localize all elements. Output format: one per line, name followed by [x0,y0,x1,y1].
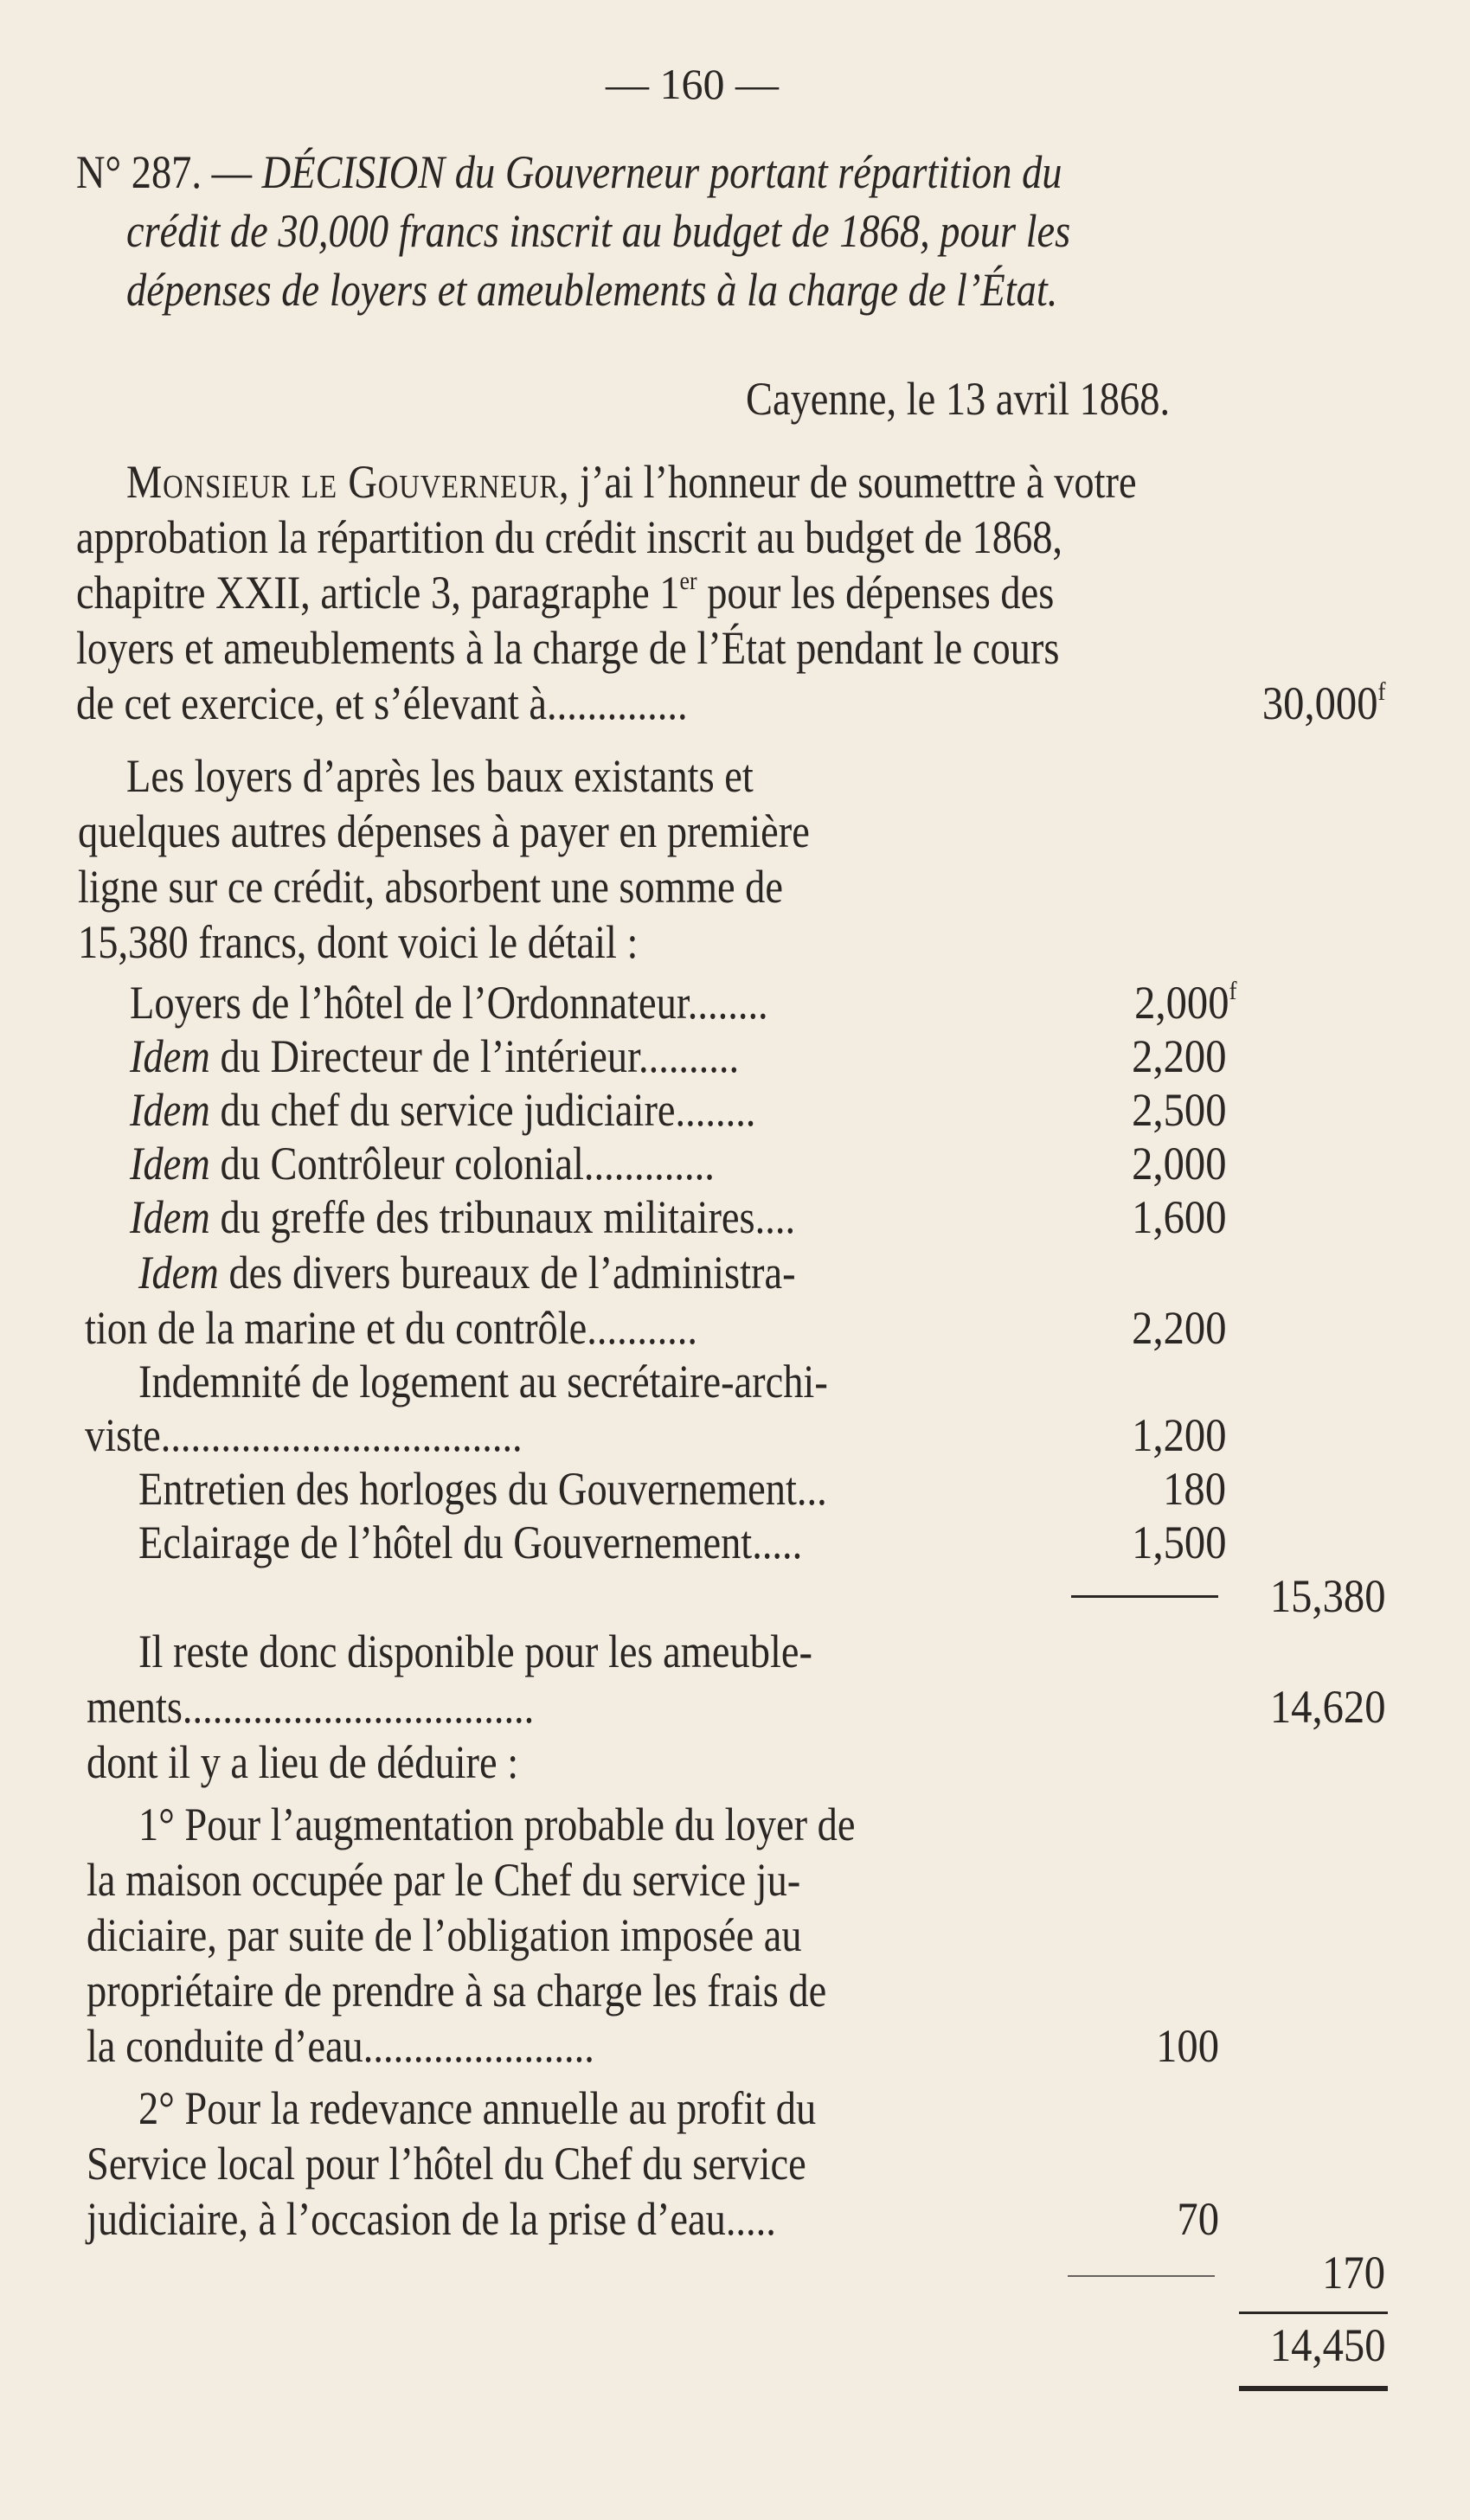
item-prefix: Idem [130,1030,210,1082]
final-total: 14,450 [1269,2319,1385,2371]
reste-line-3: dont il y a lieu de déduire : [87,1736,519,1788]
letter-line-2: approbation la répartition du crédit inscrit au budget de 1868, [76,511,1063,563]
deductions-rule [1068,2275,1215,2277]
subtotal-deductions: 170 [1322,2247,1385,2299]
intro-line-2: quelques autres dépenses à payer en première [78,805,810,857]
intro-line-4: 15,380 francs, dont voici le détail : [78,916,639,968]
amount-value: 2,000 [1133,977,1229,1029]
item-prefix: Idem [130,1084,210,1136]
expense-amount-eclairage: 1,500 [1131,1516,1226,1568]
item-label: Loyers de l’hôtel de l’Ordonnateur........ [130,977,768,1029]
item-prefix: Idem [130,1138,210,1189]
expense-item-eclairage: Eclairage de l’hôtel du Gouvernement..... [138,1516,803,1568]
item-label: du greffe des tribunaux militaires.... [209,1191,796,1243]
franc-symbol: f [1377,677,1385,706]
total-credit-value: 30,000 [1261,677,1377,729]
expense-amount-chef-judiciaire: 2,500 [1131,1084,1226,1136]
reste-line-2: ments................................... [87,1681,535,1733]
item-label: du Directeur de l’intérieur.......... [209,1030,740,1082]
deduction-1-amount: 100 [1156,2020,1219,2072]
deduction-2-line-1: 2° Pour la redevance annuelle au profit du [138,2082,817,2134]
expense-amount-ordonnateur [1134,976,1236,1029]
letter-line-3 [76,566,1054,619]
expense-item-directeur [130,1029,739,1083]
deduction-1-line-2: la maison occupée par le Chef du service ju- [87,1854,801,1906]
subtotal-loyers: 15,380 [1269,1570,1385,1622]
item-label: du chef du service judiciaire........ [209,1084,756,1136]
expense-item-greffe [130,1190,795,1244]
deduction-2-amount: 70 [1177,2193,1219,2245]
heading-line-3: dépenses de loyers et ameublements à la charge de l’État. [126,264,1058,316]
deduction-1-line-5: la conduite d’eau....................... [87,2020,594,2072]
expense-item-bureaux-line-2: tion de la marine et du contrôle........... [85,1302,698,1354]
expense-item-horloges: Entretien des horloges du Gouvernement... [138,1463,827,1515]
intro-line-3: ligne sur ce crédit, absorbent une somme de [78,861,784,913]
heading-title-start: DÉCISION du Gouverneur portant répartition du [261,146,1062,198]
expense-item-indemnite-line-1: Indemnité de logement au secrétaire-archi- [138,1356,828,1407]
item-label: du Contrôleur colonial............. [209,1138,715,1189]
expense-item-chef-judiciaire [130,1083,755,1137]
letter-line-1-rest: j’ai l’honneur de soumettre à votre [580,456,1137,508]
deduction-2-line-2: Service local pour l’hôtel du Chef du service [87,2138,806,2190]
deduction-2-line-3: judiciaire, à l’occasion de la prise d’eau..... [87,2193,776,2245]
expense-amount-greffe: 1,600 [1131,1191,1226,1243]
intro-line-1: Les loyers d’après les baux existants et [126,750,754,802]
reste-amount: 14,620 [1269,1681,1385,1733]
letter-line-3-a: chapitre XXII, article 3, paragraphe 1 [76,567,680,619]
deduction-1-line-4: propriétaire de prendre à sa charge les frais de [87,1965,827,2017]
expense-amount-indemnite: 1,200 [1131,1409,1226,1461]
letter-line-4: loyers et ameublements à la charge de l’État pendant le cours [76,622,1060,674]
subtotal-rule [1071,1595,1218,1598]
salutation: Monsieur le Gouverneur, [126,456,570,508]
decision-number: N° 287. — [76,146,253,198]
letter-line-3-b: pour les dépenses des [707,567,1055,619]
expense-item-bureaux-line-1 [138,1246,796,1299]
expense-item-indemnite-line-2: viste.................................... [85,1409,523,1461]
total-credit-amount [1261,676,1385,730]
expense-item-ordonnateur [130,976,768,1029]
ordinal-superscript: er [679,567,697,595]
dateline: Cayenne, le 13 avril 1868. [746,373,1171,425]
heading-line-2: crédit de 30,000 francs inscrit au budget de 1868, pour les [126,205,1071,257]
total-rule-bottom [1239,2386,1388,2391]
franc-symbol: f [1229,977,1236,1005]
deduction-1-line-3: diciaire, par suite de l’obligation imposée au [87,1909,802,1961]
item-label: des divers bureaux de l’administra- [218,1247,796,1298]
letter-line-1 [126,455,1137,509]
expense-amount-directeur: 2,200 [1131,1030,1226,1082]
expense-item-controleur [130,1137,715,1190]
deduction-1-line-1: 1° Pour l’augmentation probable du loyer de [138,1799,856,1850]
reste-line-1: Il reste donc disponible pour les ameuble- [138,1625,812,1677]
item-prefix: Idem [130,1191,210,1243]
letter-line-5: de cet exercice, et s’élevant à.............. [76,677,688,729]
expense-amount-horloges: 180 [1163,1463,1226,1515]
total-rule-top [1239,2312,1388,2314]
heading-line-1 [76,145,1062,199]
expense-amount-controleur: 2,000 [1131,1138,1226,1189]
page-number: — 160 — [606,60,779,108]
item-prefix: Idem [138,1247,219,1298]
expense-amount-bureaux: 2,200 [1131,1302,1226,1354]
